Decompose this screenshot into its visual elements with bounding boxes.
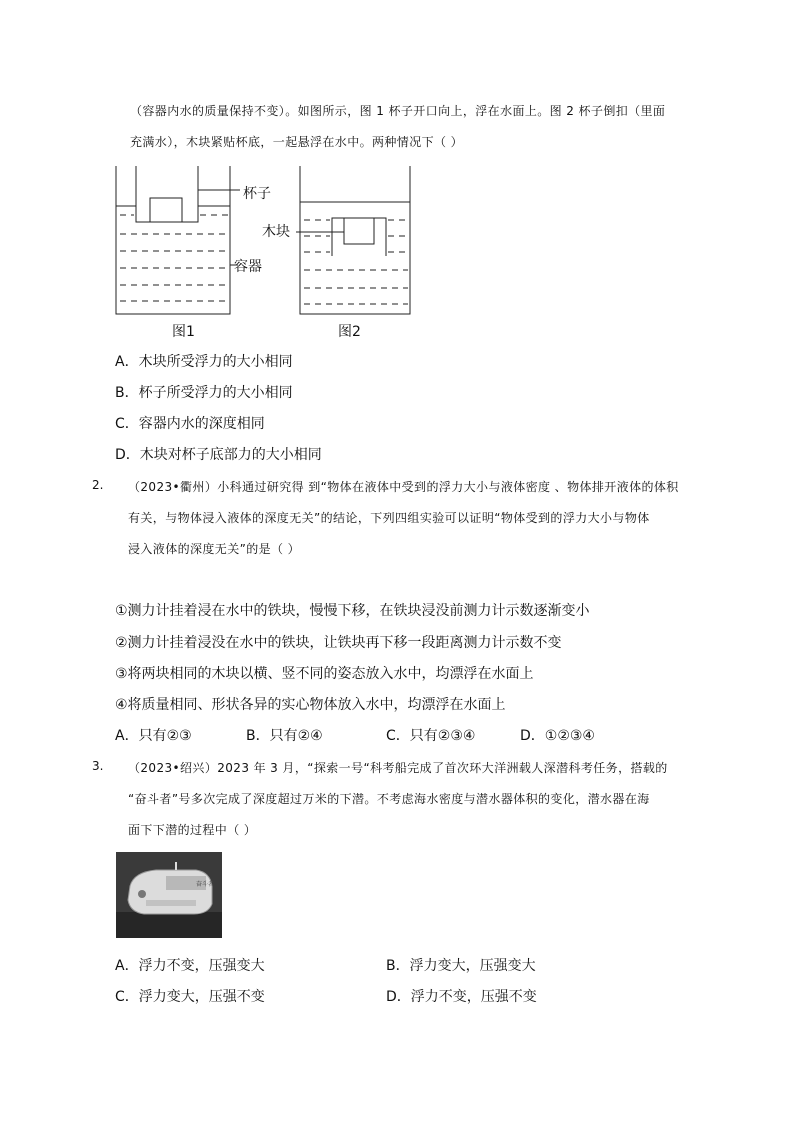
q2-statement-1: ①测力计挂着浸在水中的铁块，慢慢下移，在铁块浸没前测力计示数逐渐变小 [115, 603, 590, 619]
caption-fig1: 图1 [172, 324, 195, 340]
q3-option-d: D．浮力不变，压强不变 [386, 989, 537, 1005]
wood-block-1 [150, 198, 182, 222]
q1-option-b: B．杯子所受浮力的大小相同 [115, 385, 293, 401]
q2-statement-2: ②测力计挂着浸没在水中的铁块，让铁块再下移一段距离测力计示数不变 [115, 635, 562, 651]
q3-stem-line1: （2023•绍兴）2023 年 3 月，“探索一号“科考船完成了首次环大洋洲载人深潜科考任务，搭载的 [128, 761, 668, 775]
q2-statement-3: ③将两块相同的木块以横、竖不同的姿态放入水中，均漂浮在水面上 [115, 666, 534, 682]
q2-option-c: C．只有②③④ [386, 728, 476, 744]
q3-stem-line3: 面下下潜的过程中（ ） [128, 823, 257, 837]
q1-option-a: A．木块所受浮力的大小相同 [115, 354, 293, 370]
container-1 [116, 166, 230, 314]
q3-option-b: B．浮力变大，压强变大 [386, 958, 536, 974]
q2-statement-4: ④将质量相同、形状各异的实心物体放入水中，均漂浮在水面上 [115, 697, 506, 713]
q2-option-b: B．只有②④ [246, 728, 323, 744]
q1-stem-line2: 充满水），木块紧贴杯底，一起悬浮在水中。两种情况下（ ） [130, 135, 464, 149]
q2-stem-line2: 有关，与物体浸入液体的深度无关”的结论，下列四组实验可以证明“物体受到的浮力大小与物体 [128, 511, 650, 525]
q2-option-d: D．①②③④ [520, 728, 595, 744]
q2-stem-line1: （2023•衢州）小科通过研究得 到“物体在液体中受到的浮力大小与液体密度 、物体排开液体的体积 [128, 480, 679, 494]
q1-stem-line1: （容器内水的质量保持不变）。如图所示，图 1 杯子开口向上，浮在水面上。图 2 杯子倒扣（里面 [130, 104, 666, 118]
q2-stem-line3: 浸入液体的深度无关”的是（ ） [128, 542, 301, 556]
container-2 [300, 166, 410, 314]
photo-label: 奋斗者 [196, 881, 215, 888]
cup-1 [136, 166, 198, 222]
wood-block-2 [344, 218, 374, 244]
label-cup: 杯子 [243, 186, 271, 202]
cup-2 [332, 218, 386, 256]
label-container: 容器 [234, 259, 262, 275]
q1-option-c: C．容器内水的深度相同 [115, 416, 265, 432]
q3-stem-line2: “奋斗者”号多次完成了深度超过万米的下潜。不考虑海水密度与潜水器体积的变化，潜水器在海 [128, 792, 650, 806]
q2-number: 2. [92, 478, 104, 492]
q3-option-a: A．浮力不变，压强变大 [115, 958, 265, 974]
submersible-photo [116, 852, 222, 938]
caption-fig2: 图2 [338, 324, 361, 340]
q2-option-a: A．只有②③ [115, 728, 192, 744]
q1-figure [100, 160, 430, 345]
q1-option-d: D．木块对杯子底部力的大小相同 [115, 447, 322, 463]
q3-option-c: C．浮力变大，压强不变 [115, 989, 265, 1005]
q3-number: 3. [92, 759, 104, 773]
label-wood: 木块 [262, 224, 290, 240]
